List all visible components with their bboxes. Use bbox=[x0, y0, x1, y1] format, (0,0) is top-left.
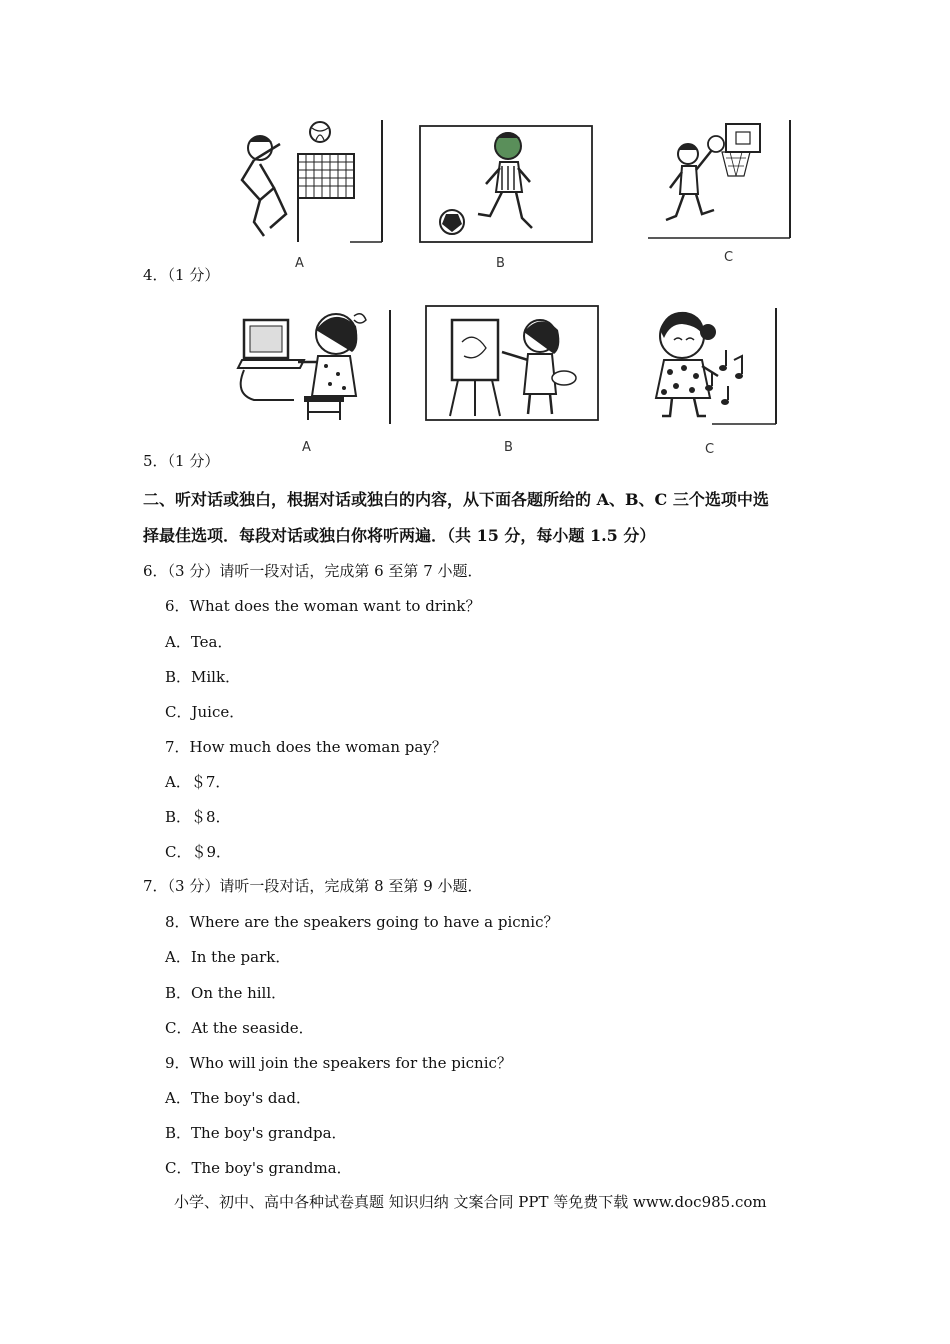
q4-picture-b bbox=[418, 122, 596, 244]
q5-picture-c bbox=[642, 302, 782, 428]
question-8-option-c: C．At the seaside． bbox=[165, 1019, 314, 1037]
q4-label-a: A bbox=[295, 256, 304, 271]
q4-picture-c bbox=[618, 118, 794, 242]
page-footer: 小学、初中、高中各种试卷真题 知识归纳 文案合同 PPT 等免费下载 www.doc985.com bbox=[174, 1193, 767, 1211]
volleyball-player-icon bbox=[230, 118, 390, 246]
question-6-option-b: B．Milk． bbox=[165, 668, 241, 686]
q4-label-c: C bbox=[724, 250, 734, 265]
soccer-player-icon bbox=[418, 122, 596, 244]
question-8-stem: 8．Where are the speakers going to have a picnic？ bbox=[165, 913, 559, 931]
q7-group-header: 7．（3 分）请听一段对话，完成第 8 至第 9 小题． bbox=[143, 877, 483, 895]
q4-label-b: B bbox=[496, 256, 505, 271]
q6-group-header: 6．（3 分）请听一段对话，完成第 6 至第 7 小题． bbox=[143, 562, 483, 580]
question-7-stem: 7．How much does the woman pay？ bbox=[165, 738, 447, 756]
section2-heading-line1: 二、听对话或独白，根据对话或独白的内容，从下面各题所给的 A、B、C 三个选项中选 bbox=[143, 490, 769, 509]
q5-picture-b bbox=[424, 302, 602, 424]
q5-picture-a bbox=[234, 300, 394, 428]
girl-singing-icon bbox=[642, 302, 782, 428]
question-6-stem: 6．What does the woman want to drink？ bbox=[165, 597, 481, 615]
section2-heading-line2: 择最佳选项．每段对话或独白你将听两遍．（共 15 分，每小题 1.5 分） bbox=[143, 526, 656, 545]
question-9-option-a: A．The boy's dad． bbox=[165, 1089, 311, 1107]
girl-painting-icon bbox=[424, 302, 602, 424]
question-8-option-a: A．In the park． bbox=[165, 948, 291, 966]
question-7-option-b: B．＄8． bbox=[165, 808, 231, 826]
question-9-stem: 9．Who will join the speakers for the picnic？ bbox=[165, 1054, 512, 1072]
q5-label-a: A bbox=[302, 440, 311, 455]
question-9-option-b: B．The boy's grandpa． bbox=[165, 1124, 347, 1142]
basketball-player-icon bbox=[618, 118, 794, 242]
q4-number: 4．（1 分） bbox=[143, 266, 220, 284]
girl-computer-icon bbox=[234, 300, 394, 428]
question-7-option-a: A．＄7． bbox=[165, 773, 231, 791]
question-7-option-c: C．＄9． bbox=[165, 843, 232, 861]
question-9-option-c: C．The boy's grandma． bbox=[165, 1159, 352, 1177]
question-6-option-c: C．Juice． bbox=[165, 703, 245, 721]
q5-label-b: B bbox=[504, 440, 513, 455]
question-6-option-a: A．Tea． bbox=[165, 633, 233, 651]
q4-picture-a bbox=[230, 118, 390, 246]
q5-label-c: C bbox=[705, 442, 715, 457]
question-8-option-b: B．On the hill． bbox=[165, 984, 287, 1002]
q5-number: 5．（1 分） bbox=[143, 452, 220, 470]
